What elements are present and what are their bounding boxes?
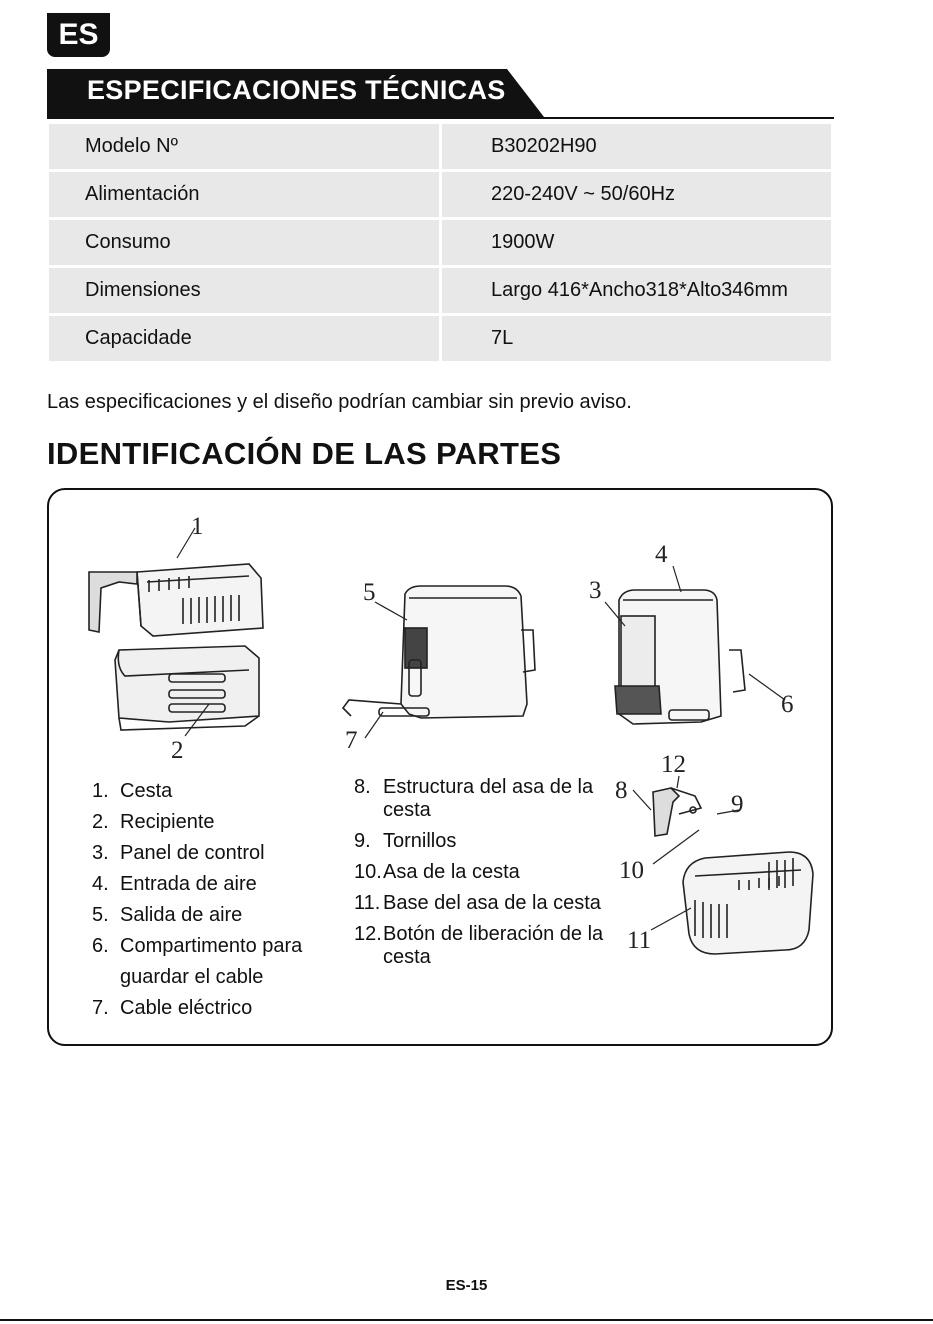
spec-value: Largo 416*Ancho318*Alto346mm <box>442 268 831 313</box>
callout-7: 7 <box>345 727 358 754</box>
table-row <box>49 124 831 169</box>
specs-table <box>46 121 834 364</box>
list-item: 11. Base del asa de la cesta <box>354 892 601 914</box>
list-item: 1. Cesta <box>92 780 173 802</box>
spec-value: 7L <box>442 316 831 361</box>
specs-note: Las especificaciones y el diseño podrían cambiar sin previo aviso. <box>47 391 632 413</box>
pan-drawing <box>115 646 259 730</box>
table-row <box>49 172 831 217</box>
callout-8: 8 <box>615 777 628 804</box>
callout-11: 11 <box>627 927 652 954</box>
list-item: 10. Asa de la cesta <box>354 861 520 883</box>
list-item: 6. Compartimento para guardar el cable <box>92 935 303 988</box>
callout-5: 5 <box>363 579 376 606</box>
specs-header <box>47 69 834 119</box>
spec-value: 220-240V ~ 50/60Hz <box>442 172 831 217</box>
spec-label: Consumo <box>49 220 439 265</box>
callout-3: 3 <box>589 577 602 604</box>
list-item: 5. Salida de aire <box>92 904 243 926</box>
list-item: 4. Entrada de aire <box>92 873 257 895</box>
list-item: 9. Tornillos <box>354 830 457 852</box>
list-item: 2. Recipiente <box>92 811 215 833</box>
list-item: 7. Cable eléctrico <box>92 997 253 1019</box>
basket-right-drawing <box>683 852 813 954</box>
handle-drawing <box>653 788 701 836</box>
callout-4: 4 <box>655 541 668 568</box>
spec-label: Dimensiones <box>49 268 439 313</box>
table-row <box>49 220 831 265</box>
spec-label: Capacidade <box>49 316 439 361</box>
callout-1: 1 <box>191 513 204 540</box>
list-item: 8. Estructura del asa de la cesta <box>354 776 594 821</box>
list-item: 12. Botón de liberación de la cesta <box>354 923 604 968</box>
spec-label: Alimentación <box>49 172 439 217</box>
callout-2: 2 <box>171 737 184 764</box>
basket-drawing <box>89 564 263 636</box>
spec-label: Modelo Nº <box>49 124 439 169</box>
page-number: ES-15 <box>445 1277 488 1294</box>
list-item: 3. Panel de control <box>92 842 265 864</box>
callout-6: 6 <box>781 691 794 718</box>
bottom-divider <box>0 1319 933 1321</box>
specs-title: ESPECIFICACIONES TÉCNICAS <box>87 75 506 105</box>
parts-list-b <box>354 776 609 977</box>
table-row <box>49 268 831 313</box>
spec-value: B30202H90 <box>442 124 831 169</box>
spec-value: 1900W <box>442 220 831 265</box>
parts-panel <box>47 488 833 1046</box>
table-row <box>49 316 831 361</box>
callout-9: 9 <box>731 791 744 818</box>
callout-12: 12 <box>661 751 686 778</box>
parts-list-a <box>92 776 352 1024</box>
language-badge: ES <box>47 13 110 57</box>
callout-10: 10 <box>619 857 644 884</box>
fryer-front-drawing <box>615 590 745 724</box>
parts-title: IDENTIFICACIÓN DE LAS PARTES <box>47 436 562 471</box>
